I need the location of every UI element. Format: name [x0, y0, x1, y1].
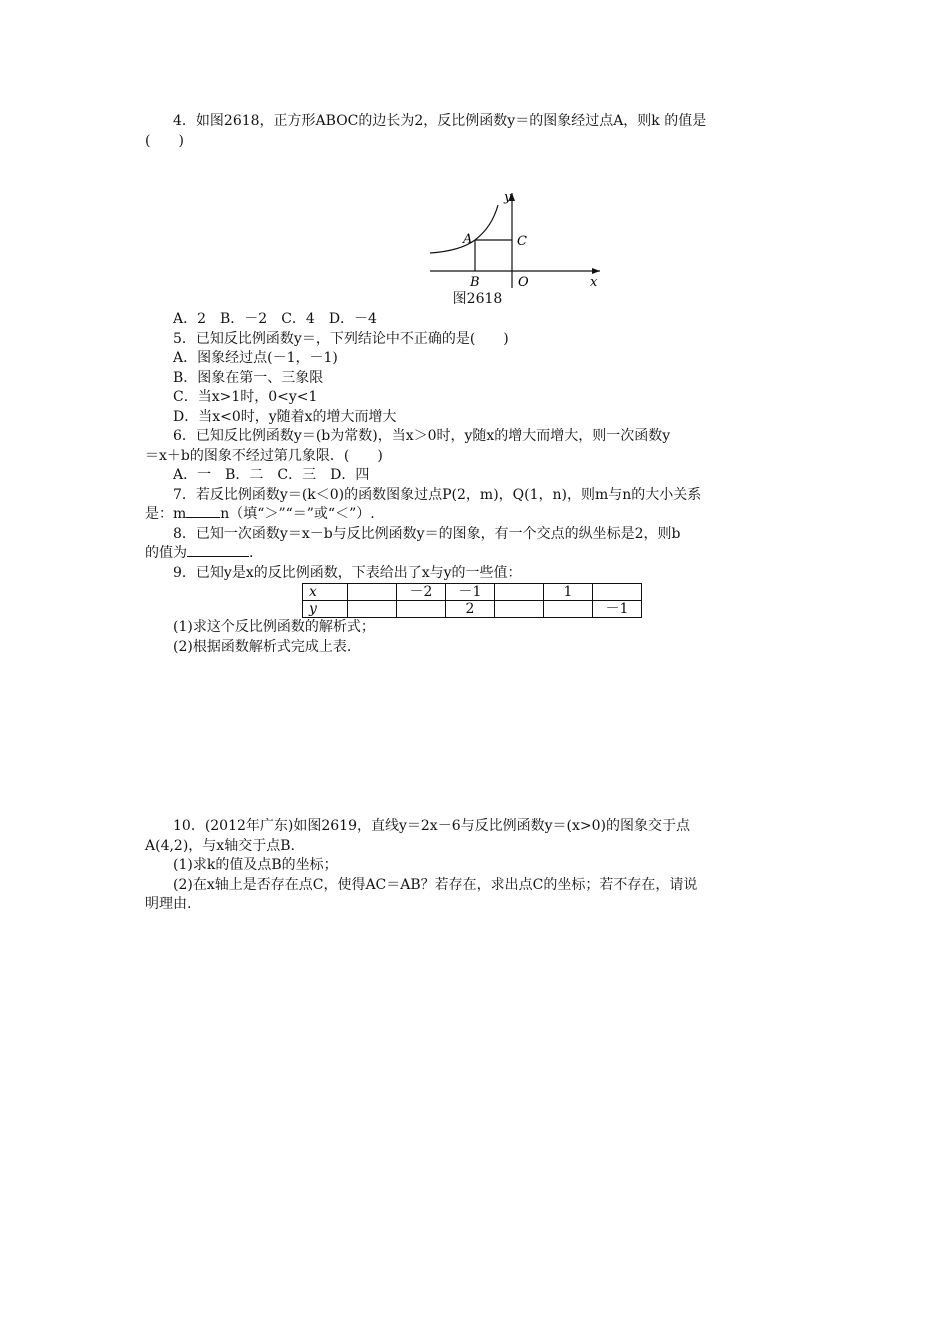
- q7-stem: 7．若反比例函数y＝(k＜0)的函数图象过点P(2，m)，Q(1，n)，则m与n的大小关系: [173, 486, 702, 503]
- table-cell[interactable]: [495, 601, 544, 618]
- q6-stem: 6．已知反比例函数y＝(b为常数)，当x＞0时，y随x的增大而增大，则一次函数y: [173, 428, 671, 444]
- table-row-x: [303, 584, 642, 601]
- q9-part1: (1)求这个反比例函数的解析式；: [173, 619, 375, 635]
- q9-value-table: [302, 583, 642, 618]
- table-cell[interactable]: [348, 584, 397, 601]
- q9-part2: (2)根据函数解析式完成上表.: [173, 638, 352, 655]
- table-cell: 1: [544, 584, 593, 601]
- q6-stem-cont: ＝x＋b的图象不经过第几象限．( ): [145, 447, 383, 464]
- answer-space: [145, 657, 810, 817]
- label-x: x: [590, 275, 598, 288]
- q7-prefix: 是：m: [145, 506, 187, 522]
- worksheet-page: [145, 112, 810, 915]
- q10-stem-cont: A(4,2)，与x轴交于点B.: [145, 837, 295, 854]
- table-cell: －2: [397, 584, 446, 601]
- label-B: B: [470, 275, 480, 288]
- q6-options: A．一 B．二 C．三 D．四: [173, 467, 370, 483]
- table-cell[interactable]: [544, 601, 593, 618]
- table-cell: x: [303, 584, 348, 601]
- table-cell[interactable]: [495, 584, 544, 601]
- q5-option-b: B．图象在第一、三象限: [173, 369, 324, 386]
- q8-prefix: 的值为: [145, 545, 187, 561]
- q10-part2: (2)在x轴上是否存在点C，使得AC＝AB？若存在，求出点C的坐标；若不存在，请说: [173, 876, 698, 893]
- figure-2618: [145, 153, 810, 288]
- q7-stem-cont: [145, 505, 810, 525]
- q7-suffix: n（填“＞”“＝”或“＜”）.: [220, 506, 375, 522]
- q4-stem: 4．如图2618，正方形ABOC的边长为2，反比例函数y＝的图象经过点A，则k 的值是: [173, 113, 707, 129]
- table-cell: －1: [593, 601, 642, 618]
- q10-stem: 10．(2012年广东)如图2619，直线y＝2x－6与反比例函数y＝(x>0)的图象交于点: [173, 818, 690, 834]
- label-A: A: [463, 232, 473, 247]
- q4-options: A．2 B．－2 C．4 D．－4: [173, 311, 377, 327]
- q8-suffix: .: [249, 545, 254, 561]
- q8-stem: 8．已知一次函数y＝x－b与反比例函数y＝的图象，有一个交点的纵坐标是2，则b: [173, 525, 681, 542]
- q8-stem-cont: [145, 544, 810, 564]
- label-O: O: [518, 275, 529, 288]
- table-cell[interactable]: [348, 601, 397, 618]
- q8-answer-blank[interactable]: [187, 556, 249, 557]
- table-cell[interactable]: [593, 584, 642, 601]
- q4-answer-paren: ( ): [145, 132, 184, 149]
- table-cell: y: [303, 601, 348, 618]
- q5-option-a: A．图象经过点(－1，－1): [173, 350, 338, 366]
- reciprocal-function-graph: [430, 153, 600, 288]
- label-C: C: [517, 234, 527, 249]
- q10-part1: (1)求k的值及点B的坐标；: [173, 857, 338, 873]
- q5-option-d: D．当x<0时，y随着x的增大而增大: [173, 408, 397, 425]
- figure-caption: 图2618: [452, 291, 503, 307]
- table-cell: －1: [446, 584, 495, 601]
- table-cell[interactable]: [397, 601, 446, 618]
- table-row-y: [303, 601, 642, 618]
- q10-part2-cont: 明理由.: [145, 896, 192, 912]
- q5-stem: 5．已知反比例函数y＝，下列结论中不正确的是( ): [173, 330, 509, 347]
- q5-option-c: C．当x>1时，0<y<1: [173, 389, 318, 405]
- table-cell: 2: [446, 601, 495, 618]
- q9-stem: 9．已知y是x的反比例函数，下表给出了x与y的一些值：: [173, 564, 522, 581]
- q7-answer-blank[interactable]: [186, 517, 220, 518]
- label-y: y: [504, 190, 512, 205]
